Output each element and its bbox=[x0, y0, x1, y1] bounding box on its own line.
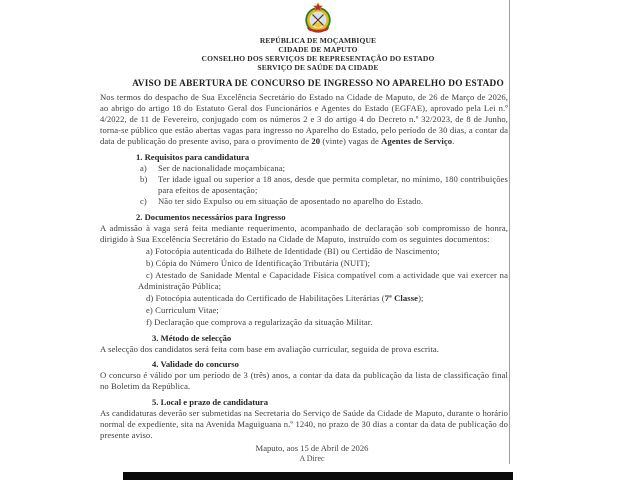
date-place-line: Maputo, aos 15 de Abril de 2026 bbox=[255, 443, 369, 453]
vacancy-count: 20 bbox=[311, 136, 321, 146]
letterhead-line-council: CONSELHO DOS SERVIÇOS DE REPRESENTAÇÃO DO ESTADO bbox=[201, 54, 435, 63]
role-name: Agentes de Serviço bbox=[381, 136, 453, 146]
section3-body: A selecção dos candidatos será feita com base em avaliação curricular, seguida de prova escrita. bbox=[100, 344, 440, 354]
list-item: e) Curriculum Vitae; bbox=[146, 305, 219, 315]
item-marker: a) bbox=[140, 163, 147, 173]
section3-heading: 3. Método de selecção bbox=[152, 333, 232, 343]
intro-text-3: . bbox=[452, 136, 455, 146]
notice-page bbox=[100, 0, 508, 463]
section5-body: As candidaturas deverão ser submetidas na Secretaria do Serviço de Saúde da Cidade de Maputo, durante o horário normal de expediente, sita na Avenida Maguiguana n.º 1240, no prazo de 30 dias a contar da data de publicação do presente aviso. bbox=[100, 408, 508, 440]
letterhead-line-city: CIDADE DE MAPUTO bbox=[278, 45, 358, 54]
section4-body: O concurso é válido por um período de 3 (três) anos, a contar da data da publicação da lista de classificação final no Boletim da República. bbox=[100, 370, 508, 391]
item-marker: c) bbox=[140, 196, 147, 206]
page-border-right-rule bbox=[509, 0, 510, 464]
letterhead-line-service: SERVIÇO DE SAÚDE DA CIDADE bbox=[257, 63, 379, 72]
list-item: c) Atestado de Sanidade Mental e Capacidade Física compatível com a actividade que vai exercer na Administração Pública; bbox=[138, 270, 508, 291]
list-item bbox=[100, 174, 508, 196]
letterhead-line-republic: REPÚBLICA DE MOÇAMBIQUE bbox=[259, 36, 377, 45]
mozambique-coat-of-arms-icon bbox=[303, 2, 333, 34]
intro-text-1: Nos termos do despacho de Sua Excelência Secretário do Estado na Cidade de Maputo, de 26 de Março de 2026, ao abrigo do artigo 18 do Estatuto Geral dos Funcionários e Agentes do Estado (EGFAE), aprovado pela Lei n.º 4/2022, de 11 de Fevereiro, conjugado com os números 2 e 3 do artigo 4 do Decreto n.º 32/2023, de 8 de Junho, torna-se público que estão abertas vagas para ingresso no Aparelho do Estado, pelo período de 30 dias, a contar da data de publicação do presente aviso, para o provimento de bbox=[100, 92, 508, 146]
bottom-black-bar bbox=[123, 472, 513, 480]
item-text: Ter idade igual ou superior a 18 anos, desde que permita completar, no mínimo, 180 contribuições para efeitos de aposentação; bbox=[158, 174, 508, 195]
list-item bbox=[100, 293, 508, 304]
section4-heading: 4. Validade do concurso bbox=[152, 359, 239, 369]
item-text-post: ); bbox=[418, 293, 424, 303]
list-item: b) Cópia do Número Único de Identificação Tributária (NUIT); bbox=[146, 258, 371, 268]
section5-heading: 5. Local e prazo de candidatura bbox=[152, 397, 269, 407]
letterhead bbox=[100, 36, 508, 72]
list-item: f) Declaração que comprova a regularização da situação Militar. bbox=[146, 317, 373, 327]
item-text: Ser de nacionalidade moçambicana; bbox=[158, 163, 286, 173]
signature-line-fragment: A Direc bbox=[299, 454, 325, 463]
grade-level: 7ª Classe bbox=[384, 293, 419, 303]
item-text-pre: d) Fotocópia autenticada do Certificado de Habilitações Literárias ( bbox=[146, 293, 385, 303]
list-item bbox=[100, 196, 508, 207]
intro-text-2: (vinte) vagas de bbox=[320, 136, 382, 146]
intro-paragraph bbox=[100, 92, 508, 147]
notice-title: AVISO DE ABERTURA DE CONCURSO DE INGRESSO NO APARELHO DO ESTADO bbox=[132, 79, 504, 89]
section2-intro: A admissão à vaga será feita mediante requerimento, acompanhado de declaração sob compromisso de honra, dirigido à Sua Excelência Secretário do Estado na Cidade de Maputo, instruído com os seguintes documentos: bbox=[100, 223, 508, 244]
section1-heading: 1. Requisitos para candidatura bbox=[136, 152, 250, 162]
item-marker: b) bbox=[140, 174, 148, 184]
list-item: a) Fotocópia autenticada do Bilhete de Identidade (BI) ou Certidão de Nascimento; bbox=[146, 246, 440, 256]
section2-heading: 2. Documentos necessários para Ingresso bbox=[136, 212, 286, 222]
item-text: Não ter sido Expulso ou em situação de aposentado no aparelho do Estado. bbox=[158, 196, 424, 206]
list-item bbox=[100, 163, 508, 174]
